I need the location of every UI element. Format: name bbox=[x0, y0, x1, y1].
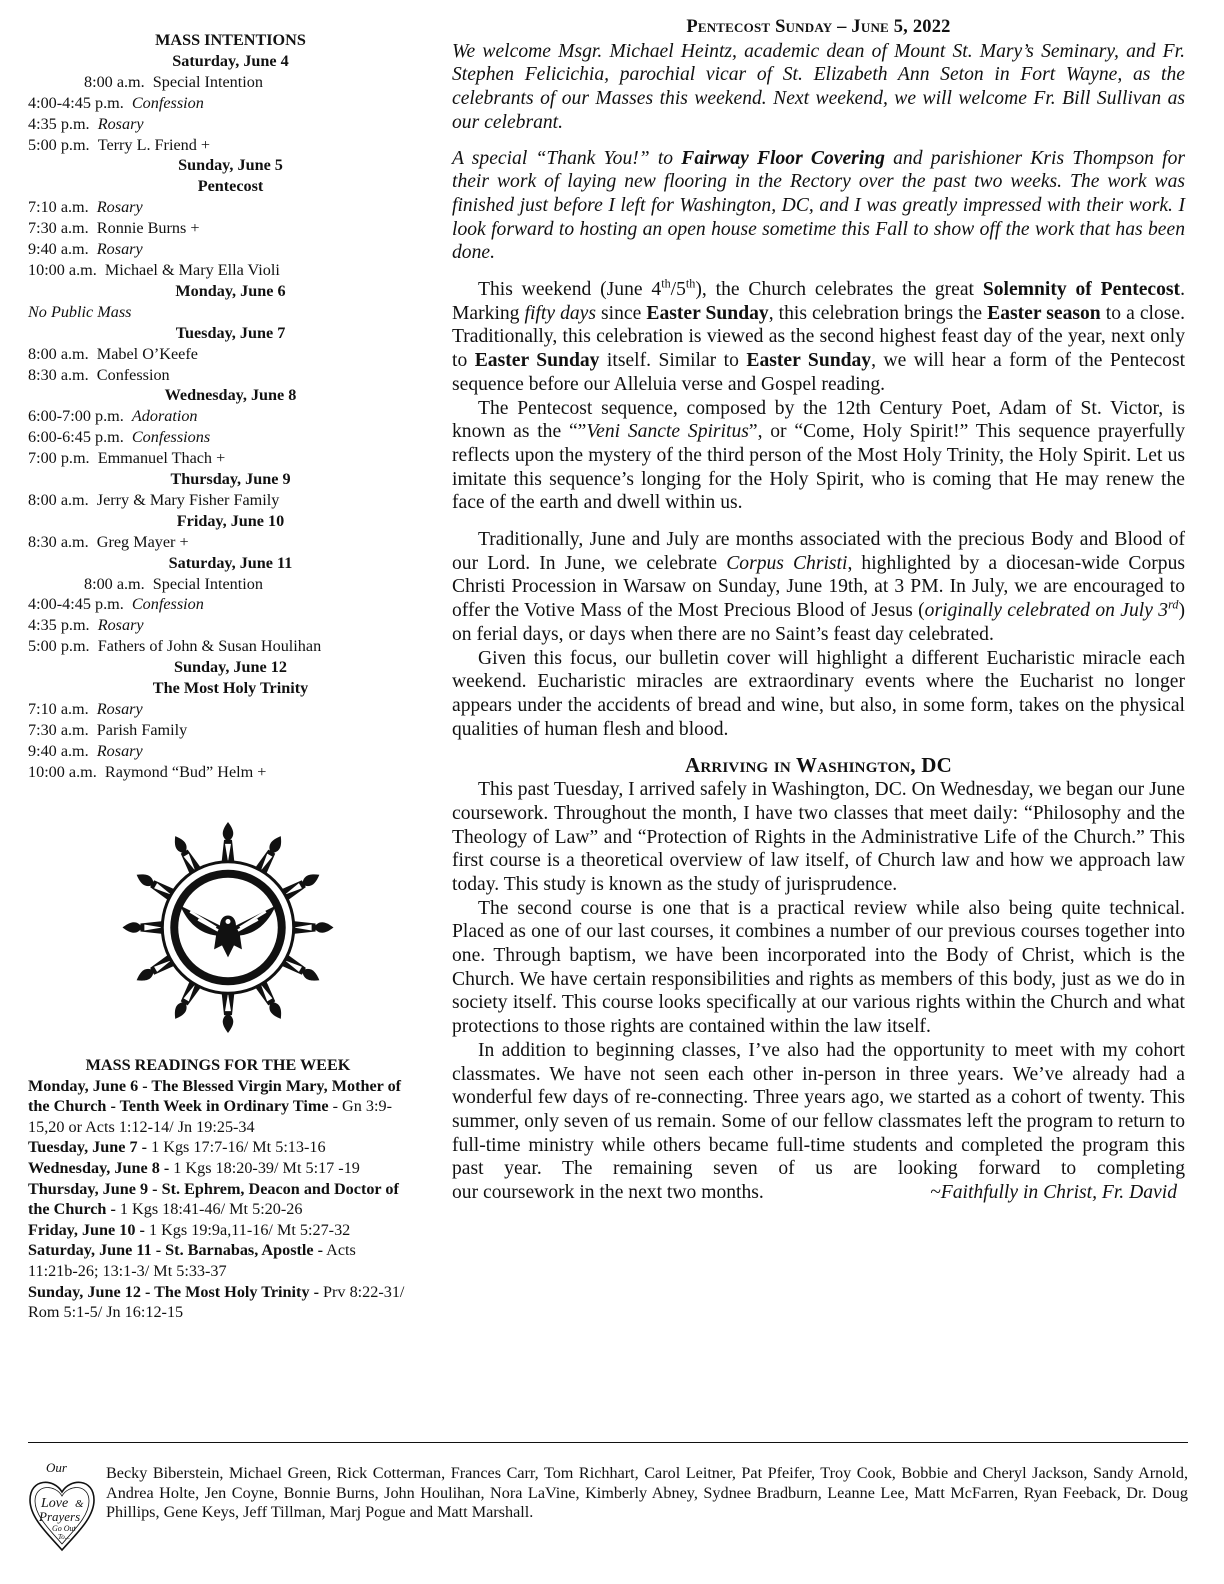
schedule-intention: Confession bbox=[131, 595, 204, 614]
schedule-intention: Rosary bbox=[97, 616, 144, 635]
reading-item bbox=[28, 1220, 408, 1241]
schedule-day-feast: The Most Holy Trinity bbox=[152, 679, 309, 698]
schedule-intention: Adoration bbox=[131, 407, 198, 426]
schedule-intention: Special Intention bbox=[152, 72, 263, 91]
schedule-time: 8:30 a.m. bbox=[28, 532, 97, 551]
schedule-intention: Jerry & Mary Fisher Family bbox=[96, 490, 280, 509]
schedule-day-heading: Monday, June 6 bbox=[175, 281, 286, 300]
schedule-time: 7:00 p.m. bbox=[28, 449, 98, 468]
schedule-time: 7:10 a.m. bbox=[28, 198, 97, 217]
reading-day: Sunday, June 12 - The Most Holy Trinity - bbox=[28, 1282, 319, 1301]
reading-refs: 1 Kgs 18:41-46/ Mt 5:20-26 bbox=[115, 1200, 303, 1219]
schedule-intention: Parish Family bbox=[96, 720, 188, 739]
readings-list bbox=[28, 1076, 408, 1323]
schedule-intention: Confession bbox=[96, 365, 170, 384]
reading-item bbox=[28, 1179, 408, 1220]
schedule-time: 4:35 p.m. bbox=[28, 616, 98, 635]
schedule-time: 10:00 a.m. bbox=[28, 260, 105, 279]
schedule-intention: Special Intention bbox=[152, 574, 263, 593]
thanks-paragraph bbox=[452, 147, 1185, 266]
svg-text:Love: Love bbox=[41, 1496, 69, 1511]
schedule-intention: Rosary bbox=[96, 700, 143, 718]
schedule-time: 5:00 p.m. bbox=[28, 637, 98, 656]
schedule-entry bbox=[28, 594, 433, 615]
sequence-paragraph: The Pentecost sequence, composed by the 12th Century Poet, Adam of St. Victor, is known as the “”Veni Sancte Spiritus”, or “Come, Holy Spirit!” This sequence prayerfully reflects upon the mystery of the third person of the Most Holy Trinity, the Holy Spirit. Let us imitate this sequence’s longing for the Holy Spirit, who is coming that He may renew the face of the earth and dwell within us. bbox=[452, 397, 1185, 514]
schedule-entry bbox=[28, 574, 433, 595]
schedule-entry bbox=[28, 72, 433, 93]
corpus-christi-paragraph: Traditionally, June and July are months associated with the precious Body and Blood of our Lord. In June, we celebrate Corpus Christi, highlighted by a diocesan-wide Corpus Christi Procession in Warsaw on Sunday, June 19th, at 3 PM. In July, we are encouraged to offer the Votive Mass of the Most Precious Blood of Jesus (originally celebrated on July 3rd) on ferial days, or days when there are no Saint’s feast day celebrated. bbox=[452, 529, 1185, 645]
mass-intentions-title: MASS INTENTIONS bbox=[155, 31, 306, 49]
reading-item bbox=[28, 1158, 408, 1179]
schedule-day-heading: Saturday, June 4 bbox=[172, 51, 289, 70]
closing-line bbox=[452, 1181, 1185, 1205]
reading-refs: 1 Kgs 17:7-16/ Mt 5:13-16 bbox=[147, 1138, 326, 1157]
miracles-paragraph: Given this focus, our bulletin cover will highlight a different Eucharistic miracle each weekend. Eucharistic miracles are extraordinary events where the Eucharist no longer appears under the accidents of bread and wine, but also, in some form, takes on the physical qualities of human flesh and blood. bbox=[452, 647, 1185, 740]
schedule-intention: Mabel O’Keefe bbox=[96, 344, 198, 363]
reading-refs: 1 Kgs 18:20-39/ Mt 5:17 -19 bbox=[169, 1158, 360, 1177]
svg-text:Prayers: Prayers bbox=[39, 1509, 81, 1524]
schedule-time: 6:00-6:45 p.m. bbox=[28, 428, 132, 447]
schedule-time: 4:00-4:45 p.m. bbox=[28, 93, 132, 112]
schedule-intention: Rosary bbox=[96, 240, 143, 259]
reading-item bbox=[28, 1137, 408, 1158]
reading-day: Monday, June 6 - The Blessed Virgin Mary, Mother of the Church - Tenth Week in Ordinary Time bbox=[28, 1076, 402, 1116]
schedule-time: 7:30 a.m. bbox=[28, 720, 97, 739]
schedule-time: 8:00 a.m. bbox=[28, 490, 97, 509]
schedule-entry bbox=[28, 302, 433, 323]
closing-text: our coursework in the next two months. bbox=[452, 1182, 764, 1204]
schedule-day-heading: Saturday, June 11 bbox=[168, 553, 293, 572]
pastor-letter bbox=[452, 16, 1185, 1205]
prayer-list-names: Becky Biberstein, Michael Green, Rick Cotterman, Frances Carr, Tom Richhart, Carol Leitner, Pat Pfeifer, Troy Cook, Bobbie and Cheryl Jackson, Sandy Arnold, Andrea Holte, Jen Coyne, Bonnie Burns, John Houlihan, Nora LaVine, Kimberly Abney, Sydnee Bradburn, Leanne Lee, Matt McFarren, Ryan Feeback, Dr. Doug Phillips, Gene Keys, Jeff Tillman, Marj Pogue and Matt Marshall. bbox=[106, 1464, 1188, 1522]
schedule-entry bbox=[28, 720, 433, 741]
reading-day: Tuesday, June 7 - bbox=[28, 1138, 148, 1157]
schedule-intention: No Public Mass bbox=[28, 302, 132, 321]
schedule-time: 5:00 p.m. bbox=[28, 135, 98, 154]
reading-day: Wednesday, June 8 - bbox=[28, 1158, 170, 1177]
thanks-company: Fairway Floor Covering bbox=[681, 147, 885, 169]
reading-refs: Acts 11:21b-26; 13:1-3/ Mt 5:33-37 bbox=[28, 1241, 356, 1280]
pentecost-paragraph: This weekend (June 4th/5th), the Church celebrates the great Solemnity of Pentecost. Marking fifty days since Easter Sunday, this celebration brings the Easter season to a close. Traditionally, this celebration is viewed as the second highest feast day of the year, next only to Easter Sunday itself. Similar to Easter Sunday, we will hear a form of the Pentecost sequence before our Alleluia verse and Gospel reading. bbox=[452, 276, 1186, 395]
footer-divider bbox=[28, 1442, 1188, 1443]
schedule-entry bbox=[28, 427, 433, 448]
schedule-entry bbox=[28, 365, 433, 386]
schedule-day-heading: Tuesday, June 7 bbox=[175, 323, 286, 342]
reading-day: Saturday, June 11 - St. Barnabas, Apostle - bbox=[28, 1241, 324, 1260]
schedule-intention: Raymond “Bud” Helm + bbox=[104, 762, 267, 781]
schedule-entry bbox=[28, 532, 433, 553]
schedule-intention: Ronnie Burns + bbox=[96, 219, 200, 238]
schedule-intention: Rosary bbox=[96, 741, 143, 760]
svg-text:&: & bbox=[75, 1498, 84, 1510]
schedule-intention: Emmanuel Thach + bbox=[97, 449, 226, 468]
schedule-entry bbox=[28, 197, 433, 218]
schedule-day-heading: Sunday, June 5 bbox=[178, 156, 283, 175]
schedule-entry bbox=[28, 762, 433, 783]
letter-heading: Pentecost Sunday – June 5, 2022 bbox=[686, 17, 951, 37]
schedule-entry bbox=[28, 239, 433, 260]
schedule-intention: Terry L. Friend + bbox=[97, 135, 210, 154]
schedule-time: 10:00 a.m. bbox=[28, 762, 105, 781]
mass-schedule bbox=[28, 51, 433, 783]
cohort-paragraph: In addition to beginning classes, I’ve also had the opportunity to meet with my cohort classmates. We have not seen each other in-person in three years. We’ve already had a wonderful few days of re-connecting. Three years ago, we started as a cohort of twenty. This summer, only seven of us remain. Some of our fellow classmates left the program to return to full-time ministry while others became full-time students and completed the program this past year. The remaining seven of us are looking forward to completing bbox=[452, 1039, 1185, 1180]
schedule-entry bbox=[28, 490, 433, 511]
reading-day: Friday, June 10 - bbox=[28, 1220, 145, 1239]
schedule-intention: Confession bbox=[131, 93, 204, 112]
welcome-paragraph: We welcome Msgr. Michael Heintz, academic dean of Mount St. Mary’s Seminary, and Fr. Stephen Felicichia, parochial vicar of St. Elizabeth Ann Seton in Fort Wayne, as the celebrants of our Masses this weekend. Next weekend, we will welcome Fr. Bill Sullivan as our celebrant. bbox=[452, 40, 1185, 133]
mass-readings bbox=[28, 1055, 408, 1323]
schedule-time: 8:30 a.m. bbox=[28, 365, 97, 384]
mass-readings-title: MASS READINGS FOR THE WEEK bbox=[85, 1056, 351, 1074]
schedule-day-heading: Sunday, June 12 bbox=[174, 658, 287, 677]
washington-heading: Arriving in Washington, DC bbox=[684, 753, 953, 778]
reading-day: Thursday, June 9 - St. Ephrem, Deacon and Doctor of the Church - bbox=[28, 1179, 399, 1219]
schedule-entry bbox=[28, 699, 433, 720]
love-prayers-heart-logo bbox=[24, 1458, 100, 1558]
svg-text:To...: To... bbox=[58, 1533, 71, 1541]
schedule-entry bbox=[28, 344, 433, 365]
schedule-entry bbox=[28, 448, 433, 469]
schedule-day-heading: Wednesday, June 8 bbox=[164, 386, 297, 405]
schedule-time: 6:00-7:00 p.m. bbox=[28, 407, 132, 426]
schedule-time: 4:35 p.m. bbox=[28, 114, 98, 133]
reading-refs: - Gn 3:9-15,20 or Acts 1:12-14/ Jn 19:25-34 bbox=[28, 1097, 392, 1136]
arrival-paragraph: This past Tuesday, I arrived safely in Washington, DC. On Wednesday, we began our June coursework. Throughout the month, I have two classes that meet daily: “Philosophy and the Theology of Law” and “Protection of Rights in the Administrative Life of the Church.” This first course is a theoretical overview of law itself, of Church law and how we approach law today. This study is known as the study of jurisprudence. bbox=[452, 779, 1185, 895]
schedule-time: 8:00 a.m. bbox=[28, 344, 97, 363]
schedule-entry bbox=[28, 406, 433, 427]
schedule-intention: Greg Mayer + bbox=[96, 532, 189, 551]
schedule-entry bbox=[28, 93, 433, 114]
schedule-day-feast: Pentecost bbox=[197, 177, 264, 196]
reading-item bbox=[28, 1076, 408, 1138]
signature: ~Faithfully in Christ, Fr. David bbox=[930, 1182, 1177, 1204]
schedule-entry bbox=[28, 741, 433, 762]
thanks-pre: A special “Thank You!” to bbox=[452, 147, 682, 169]
schedule-entry bbox=[28, 615, 433, 636]
schedule-entry bbox=[28, 135, 433, 156]
schedule-time: 8:00 a.m. bbox=[84, 574, 153, 593]
reading-item bbox=[28, 1240, 408, 1281]
reading-refs: Prv 8:22-31/ Rom 5:1-5/ Jn 16:12-15 bbox=[28, 1282, 405, 1322]
schedule-entry bbox=[28, 114, 433, 135]
schedule-time: 9:40 a.m. bbox=[28, 240, 97, 259]
second-course-paragraph: The second course is one that is a practical review while also being quite technical. Placed as one of our last courses, it combines a number of our previous courses together into one. Through baptism, we have been incorporated into the Body of Christ, which is the Church. We have certain responsibilities and rights as members of this body, just as we do in society itself. This course looks specifically at our various rights within the Church and what protections to those rights are contained within the law itself. bbox=[452, 897, 1185, 1038]
schedule-time: 8:00 a.m. bbox=[84, 72, 153, 91]
schedule-intention: Fathers of John & Susan Houlihan bbox=[97, 637, 322, 656]
mass-intentions bbox=[28, 30, 433, 783]
schedule-intention: Confessions bbox=[131, 428, 211, 447]
schedule-entry bbox=[28, 218, 433, 239]
thanks-post: and parishioner Kris Thompson for their work of laying new flooring in the Rectory over the past two weeks. The work was finished just before I left for Washington, DC, and I was greatly impressed with their work. I look forward to hosting an open house sometime this Fall to show off the work that has been done. bbox=[452, 147, 1185, 264]
schedule-time: 7:30 a.m. bbox=[28, 219, 97, 238]
schedule-entry bbox=[28, 260, 433, 281]
schedule-time: 9:40 a.m. bbox=[28, 741, 97, 760]
svg-text:Our: Our bbox=[46, 1460, 67, 1475]
schedule-day-heading: Thursday, June 9 bbox=[170, 470, 291, 489]
schedule-intention: Michael & Mary Ella Violi bbox=[104, 260, 280, 279]
schedule-intention: Rosary bbox=[97, 114, 144, 133]
svg-text:Go Out: Go Out bbox=[52, 1524, 76, 1533]
schedule-intention: Rosary bbox=[96, 198, 143, 217]
schedule-time: 7:10 a.m. bbox=[28, 700, 97, 718]
schedule-day-heading: Friday, June 10 bbox=[176, 511, 285, 530]
reading-item bbox=[28, 1282, 408, 1323]
holy-spirit-dove-icon bbox=[118, 820, 338, 1035]
schedule-entry bbox=[28, 636, 433, 657]
schedule-time: 4:00-4:45 p.m. bbox=[28, 595, 132, 614]
reading-refs: 1 Kgs 19:9a,11-16/ Mt 5:27-32 bbox=[144, 1220, 351, 1239]
